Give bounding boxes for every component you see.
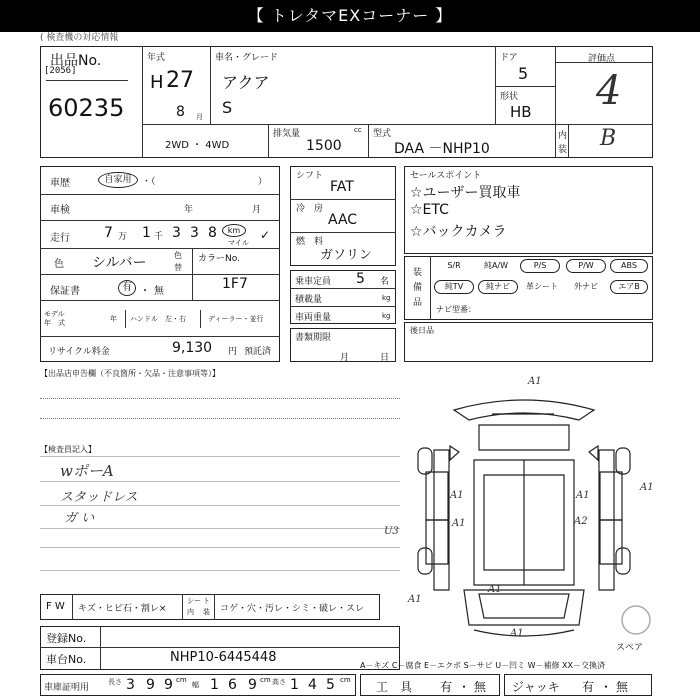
fw-label: F W (46, 601, 65, 612)
seat-defects: コゲ・穴・汚レ・シミ・破レ・スレ (220, 604, 365, 614)
color-repaint-1: 色 (174, 251, 182, 260)
inspector-label: 【検査員記入】 (40, 445, 96, 454)
interior-label-1: 内 (558, 131, 568, 141)
cert-len-1: 3 (126, 677, 135, 693)
chassis-label: 車台No. (46, 653, 87, 666)
capacity-label: 乗車定員 (295, 277, 332, 287)
cert-wid-3: 9 (248, 677, 257, 693)
mileage-mile: マイル (228, 239, 249, 247)
history-close: ） (258, 177, 268, 187)
rating-label: 評価点 (588, 54, 616, 64)
diag-mark-5: A2 (574, 516, 588, 527)
after-items-block (404, 322, 653, 362)
rating-value: 4 (596, 68, 622, 114)
model-grade: S (222, 98, 233, 117)
recycle-note: 預託済 (244, 347, 272, 357)
docs-day: 日 (380, 353, 390, 363)
load-unit: kg (382, 294, 391, 302)
top-cut-text: ( 検査機の対応情報 (40, 33, 119, 43)
diag-mark-8: A1 (408, 594, 422, 605)
tools-no: 無 (474, 680, 487, 694)
after-label: 後日品 (410, 326, 434, 335)
history-label: 車歴 (50, 178, 70, 189)
model-year-year: 年 (110, 315, 117, 323)
capacity-unit: 名 (380, 277, 390, 287)
sales-point-2: ☆ETC (410, 202, 449, 218)
vehicle-info-block (40, 166, 280, 362)
diag-mark-4: A1 (576, 490, 590, 501)
inspection-label: 車検 (50, 205, 70, 216)
year-label: 年式 (147, 53, 166, 63)
weight-unit: kg (382, 312, 391, 320)
jack-label: ジャッキ (512, 680, 560, 694)
year-era: H (150, 72, 164, 93)
history-option: 自家用 (98, 172, 138, 188)
equip-abs: ABS (610, 259, 648, 273)
diag-mark-2: A1 (450, 490, 464, 501)
mileage-label: 走行 (50, 233, 70, 244)
recycle-value: 9,130 (172, 340, 213, 356)
shape-value: HB (510, 103, 532, 121)
equip-tv: 純TV (434, 280, 474, 294)
equip-alloy-wheel: 純A/W (483, 261, 509, 270)
tools-label: 工 具 (376, 680, 413, 694)
equip-airbag: エアB (610, 280, 648, 294)
shape-label: 形状 (500, 92, 519, 102)
navi-model-label: ナビ型番： (436, 305, 476, 314)
seat-label-2: ト (203, 597, 210, 605)
cert-hgt-1: 1 (290, 677, 299, 693)
docs-month: 月 (340, 353, 350, 363)
damage-legend: A－キズ C－腐食 E－エクボ S－サビ U－凹ミ W－補修 XX－交換済 (360, 661, 606, 670)
cert-len-label: 長さ (108, 678, 122, 686)
diag-mark-7: U3 (384, 526, 399, 537)
cert-len-unit: cm (176, 676, 187, 684)
cert-hgt-unit: cm (340, 676, 351, 684)
interior-label-2: 装 (558, 145, 568, 155)
car-damage-diagram (404, 380, 664, 648)
fuel-label: 燃 料 (296, 237, 324, 247)
equip-leather-seat: 革シート (526, 282, 558, 291)
seat-label-4: 装 (203, 608, 210, 616)
mileage-u1: 万 (118, 232, 128, 242)
ac-value: AAC (328, 212, 358, 228)
registration-label: 登録No. (46, 632, 87, 645)
mileage-d1: 7 (104, 225, 113, 241)
seat-label-3: 内 (187, 608, 194, 616)
interior-value: B (600, 126, 617, 151)
color-label: 色 (54, 259, 64, 270)
type-label: 型式 (373, 129, 392, 139)
diag-mark-6: A1 (640, 482, 654, 493)
color-repaint-2: 替 (174, 263, 182, 272)
shift-value: FAT (330, 179, 354, 195)
displacement-unit: cc (354, 126, 362, 134)
model-year-dealer: ディーラー・並行 (208, 315, 264, 323)
color-code: 1F7 (222, 276, 248, 292)
diag-mark-10: A1 (510, 628, 524, 639)
inspector-note-3: ガ い (64, 511, 95, 526)
doors-value: 5 (518, 64, 529, 83)
model-year-handle: ハンドル 左・右 (130, 315, 186, 323)
inspector-note-2: スタッドレス (60, 490, 138, 505)
cert-hgt-3: 5 (326, 677, 335, 693)
mileage-d2: 1 (142, 225, 151, 241)
mileage-check: ✓ (260, 228, 271, 242)
equip-sr: S/R (447, 261, 461, 270)
mileage-u2: 千 (154, 232, 164, 242)
fuel-value: ガソリン (320, 248, 373, 263)
mileage-km: km (222, 224, 246, 237)
shift-label: シフト (296, 171, 324, 181)
warranty-no: 無 (154, 286, 164, 297)
cert-wid-1: 1 (210, 677, 219, 693)
cert-hgt-label: 高さ (272, 678, 286, 686)
color-code-label: カラーNo. (198, 254, 240, 264)
equip-l3: 品 (413, 298, 423, 308)
cert-len-2: 9 (146, 677, 155, 693)
model-year-l2: 年 式 (44, 319, 65, 327)
lot-stamp: [2056] (44, 66, 77, 76)
recycle-unit: 円 (228, 347, 238, 357)
mileage-d3: 3 (172, 225, 181, 241)
equip-power-steering: P/S (520, 259, 560, 273)
warranty-sep: ・ (140, 286, 150, 297)
cert-label: 車庫証明用 (44, 683, 90, 693)
cert-wid-2: 6 (228, 677, 237, 693)
displacement-label: 排気量 (273, 129, 301, 139)
diag-mark-3: A1 (452, 518, 466, 529)
jack-sep: ・ (600, 680, 613, 694)
capacity-value: 5 (356, 271, 365, 287)
displacement-value: 1500 (306, 138, 342, 154)
weight-label: 車両重量 (295, 313, 332, 323)
mileage-d5: 8 (208, 225, 217, 241)
page-header: 【 トレタマEXコーナー 】 (0, 0, 700, 32)
spare-label: スペア (616, 643, 644, 653)
equip-l2: 備 (413, 283, 423, 293)
inspector-note-1: wポーA (60, 462, 114, 480)
year-value: 27 (166, 68, 194, 93)
color-value: シルバー (92, 255, 147, 271)
jack-no: 無 (616, 680, 629, 694)
docs-label: 書類期限 (295, 333, 332, 343)
equip-power-window: P/W (566, 259, 606, 273)
model-label: 車名・グレード (215, 53, 279, 63)
fw-defects: キズ・ヒビ石・割レ× (78, 604, 167, 614)
warranty-yes: 有 (118, 280, 136, 296)
cert-len-3: 9 (164, 677, 173, 693)
diag-mark-1: A1 (528, 376, 542, 387)
seller-notes-label: 【出品店申告欄（不良箇所・欠品・注意事項等）】 (40, 369, 220, 378)
ac-label: 冷 房 (296, 204, 324, 214)
model-year-l1: モデル (44, 310, 65, 318)
equip-aftermarket-navi: 外ナビ (574, 282, 598, 291)
lot-number: 60235 (48, 94, 125, 122)
cert-hgt-2: 4 (308, 677, 317, 693)
warranty-label: 保証書 (50, 286, 80, 297)
diag-mark-9: A1 (488, 584, 502, 595)
type-value: DAA －NHP10 (394, 141, 490, 157)
lot-label: 出品No. (50, 53, 102, 69)
history-rest: ・（ (142, 177, 156, 187)
chassis-value: NHP10-6445448 (170, 650, 277, 665)
doors-label: ドア (500, 53, 518, 63)
seat-label-1: シー (187, 597, 201, 605)
tools-yes: 有 (440, 680, 453, 694)
recycle-label: リサイクル料金 (48, 347, 110, 357)
sales-point-3: ☆バックカメラ (410, 224, 507, 240)
inspection-year: 年 (184, 205, 194, 215)
cert-wid-unit: cm (260, 676, 271, 684)
sales-point-1: ☆ユーザー買取車 (410, 185, 521, 201)
drive-text: 2WD ・ 4WD (165, 140, 230, 151)
equip-l1: 装 (413, 268, 423, 278)
sales-label: セールスポイント (410, 171, 482, 181)
mileage-d4: 3 (190, 225, 199, 241)
load-label: 積載量 (295, 295, 323, 305)
cert-wid-label: 幅 (192, 681, 199, 689)
year-month-unit: 月 (196, 113, 203, 121)
model-name: アクア (222, 73, 270, 92)
inspection-month: 月 (252, 205, 262, 215)
year-month: 8 (176, 104, 185, 120)
equip-navi: 純ナビ (478, 280, 518, 294)
jack-yes: 有 (582, 680, 595, 694)
tools-sep: ・ (458, 680, 471, 694)
